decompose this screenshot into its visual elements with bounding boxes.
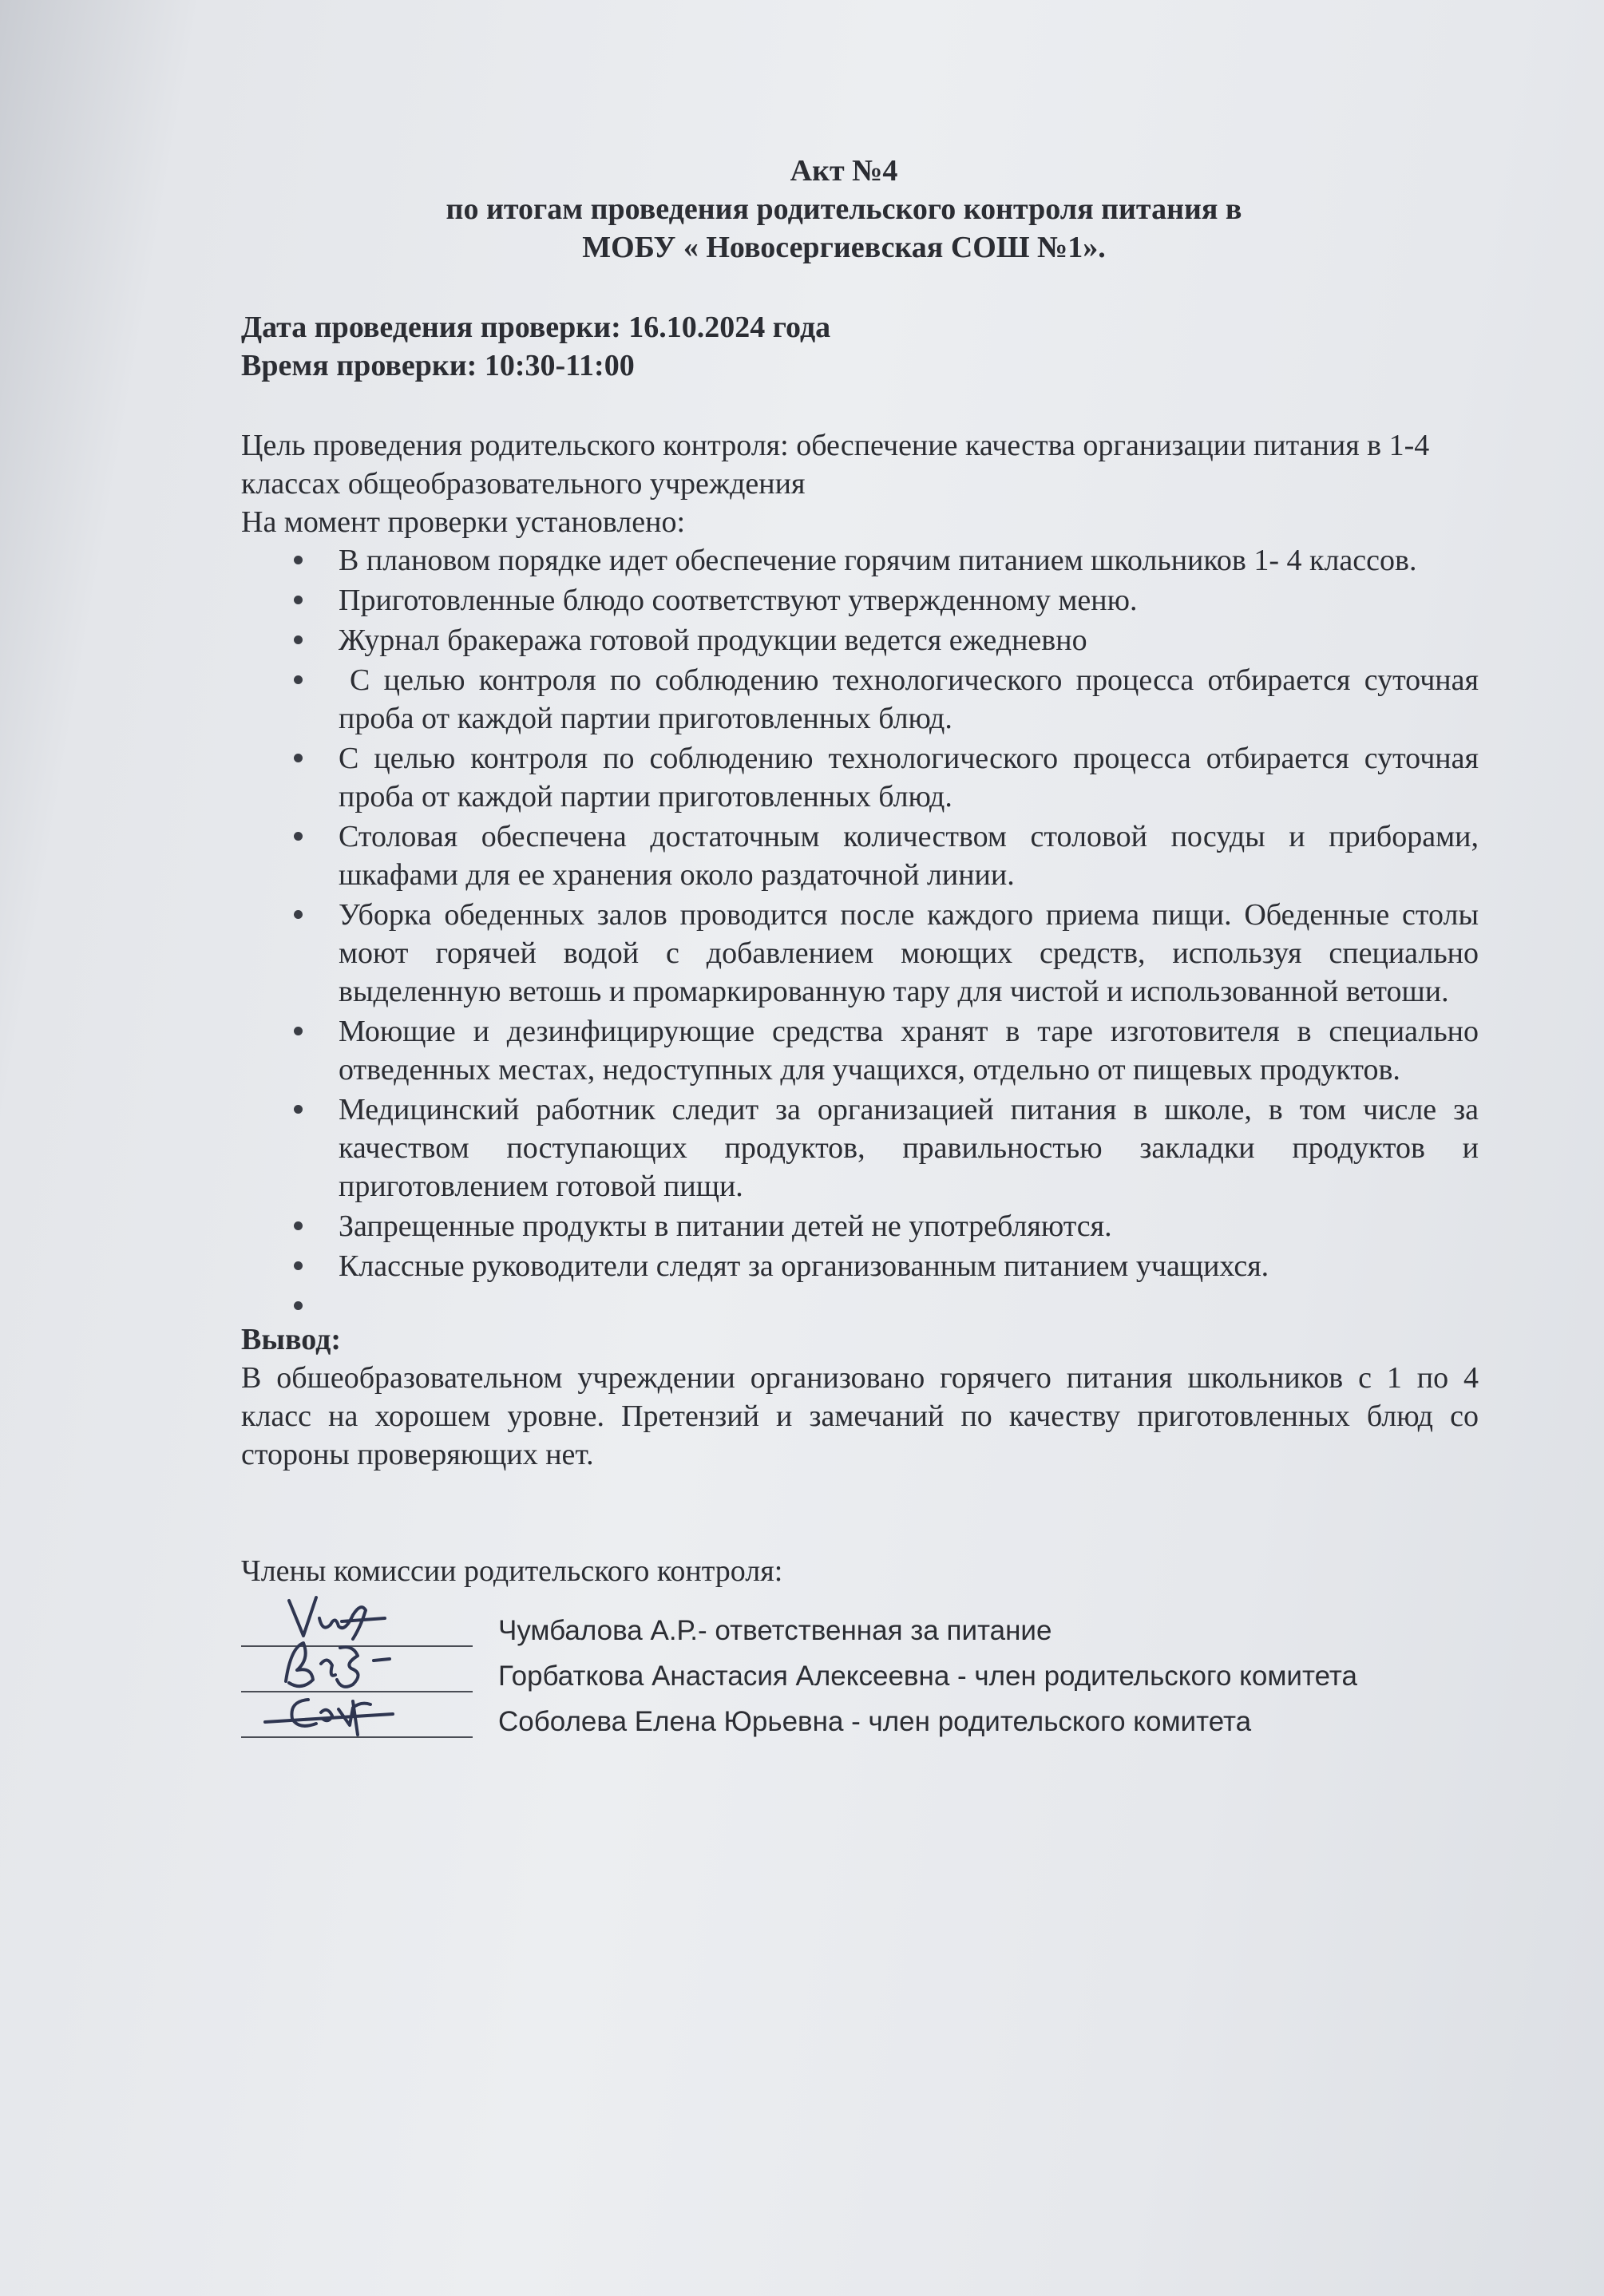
check-time: Время проверки: 10:30-11:00 bbox=[241, 349, 635, 382]
signature-row bbox=[241, 1647, 1479, 1692]
check-details bbox=[241, 308, 1479, 385]
title-line-2: по итогам проведения родительского контроля питания в bbox=[446, 192, 1242, 226]
document-body bbox=[241, 152, 1479, 1738]
finding-item: Уборка обеденных залов проводится после каждого приема пищи. Обеденные столы моют горячей водой с добавлением моющих средств, используя специально выделенную ветошь и промаркированную тару для чистой и использованной ветоши. bbox=[339, 896, 1479, 1011]
members-heading: Члены комиссии родительского контроля: bbox=[241, 1554, 783, 1588]
title-line-1: Акт №4 bbox=[790, 154, 898, 188]
finding-item: Медицинский работник следит за организацией питания в школе, в том числе за качеством поступающих продуктов, правильностью закладки продуктов и приготовлением готовой пищи. bbox=[339, 1091, 1479, 1205]
member-name: Чумбалова А.Р.- ответственная за питание bbox=[498, 1615, 1052, 1646]
document-title bbox=[209, 152, 1479, 267]
finding-item: С целью контроля по соблюдению технологического процесса отбирается суточная проба от каждой партии приготовленных блюд. bbox=[339, 661, 1479, 738]
conclusion-paragraph: В обшеобразовательном учреждении организовано горячего питания школьников с 1 по 4 класс на хорошем уровне. Претензий и замечаний по качеству приготовленных блюд со стороны проверяющих нет. bbox=[241, 1361, 1479, 1471]
title-line-3: МОБУ « Новосергиевская СОШ №1». bbox=[582, 231, 1106, 264]
conclusion-heading: Вывод: bbox=[241, 1323, 342, 1356]
goal-paragraph: Цель проведения родительского контроля: обеспечение качества организации питания в 1-4 классах общеобразовательного учреждения bbox=[241, 429, 1430, 501]
signature-line bbox=[241, 1613, 473, 1647]
finding-item: С целью контроля по соблюдению технологического процесса отбирается суточная проба от каждой партии приготовленных блюд. bbox=[339, 739, 1479, 816]
member-name: Горбаткова Анастасия Алексеевна - член родительского комитета bbox=[498, 1661, 1357, 1692]
findings-intro: На момент проверки установлено: bbox=[241, 505, 686, 539]
finding-item: Приготовленные блюдо соответствуют утвержденному меню. bbox=[339, 581, 1479, 620]
signature-block bbox=[241, 1601, 1479, 1738]
findings-list bbox=[241, 541, 1479, 1319]
finding-item: Столовая обеспечена достаточным количеством столовой посуды и приборами, шкафами для ее хранения около раздаточной линии. bbox=[339, 817, 1479, 894]
signature-line bbox=[241, 1704, 473, 1738]
finding-item: Журнал бракеража готовой продукции ведется ежедневно bbox=[339, 621, 1479, 659]
finding-item: В плановом порядке идет обеспечение горячим питанием школьников 1- 4 классов. bbox=[339, 541, 1479, 580]
signature-line bbox=[241, 1659, 473, 1692]
signature-row bbox=[241, 1692, 1479, 1738]
finding-item-empty bbox=[339, 1287, 1479, 1319]
check-date: Дата проведения проверки: 16.10.2024 года bbox=[241, 311, 831, 344]
finding-item: Моющие и дезинфицирующие средства хранят в таре изготовителя в специально отведенных местах, недоступных для учащихся, отдельно от пищевых продуктов. bbox=[339, 1012, 1479, 1089]
member-name: Соболева Елена Юрьевна - член родительского комитета bbox=[498, 1706, 1252, 1737]
finding-item: Классные руководители следят за организованным питанием учащихся. bbox=[339, 1247, 1479, 1285]
signature-row bbox=[241, 1601, 1479, 1647]
finding-item: Запрещенные продукты в питании детей не употребляются. bbox=[339, 1207, 1479, 1245]
